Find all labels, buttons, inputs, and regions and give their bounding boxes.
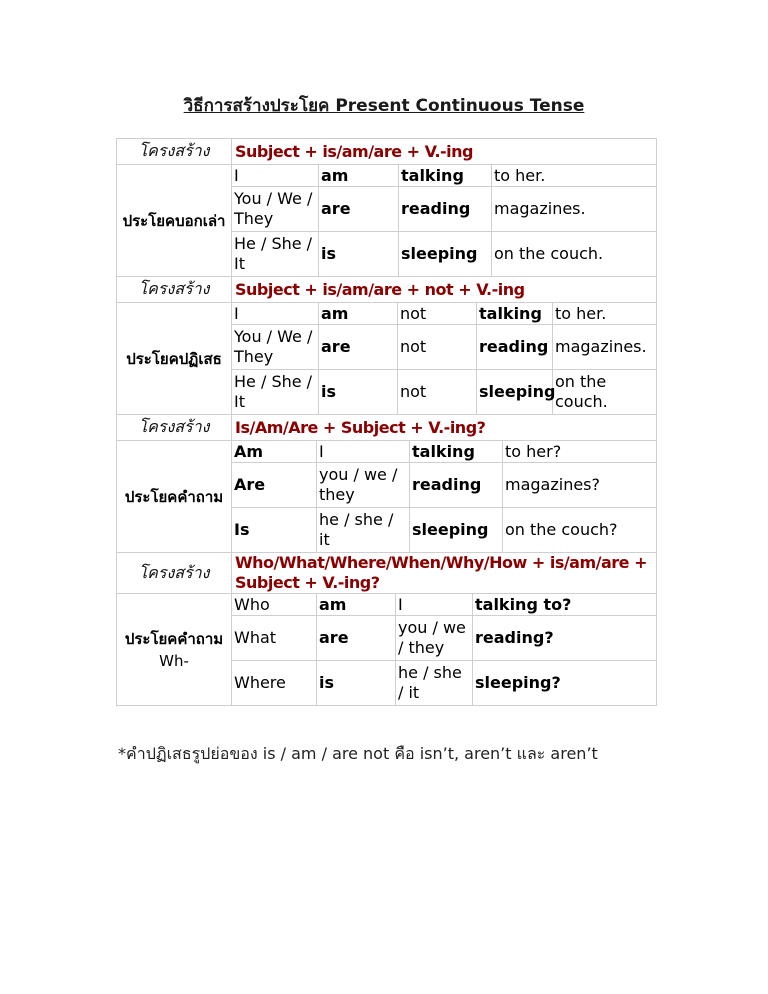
subject-cell: I [232,165,319,186]
table-row [232,616,656,661]
structure-label: โครงสร้าง [117,139,232,164]
table-row [232,661,656,705]
negative-block [116,302,657,414]
wh-word-cell: Who [232,594,317,615]
object-cell: on the couch. [555,372,608,411]
verb-ing-cell: sleeping [410,508,503,552]
object-cell: on the couch. [494,244,604,263]
verb-ing-cell: reading [477,325,553,369]
table-row [232,441,656,463]
verb-be-cell: is [319,232,399,276]
not-cell: not [398,370,477,414]
object-cell: to her? [505,441,562,461]
block-label-line: Wh- [159,651,189,670]
object-cell: magazines. [494,199,586,218]
structure-formula: Subject + is/am/are + not + V.-ing [235,279,525,299]
verb-be-cell: Is [232,508,317,552]
table-row [232,303,656,325]
block-label-negative: ประโยคปฏิเสธ [97,303,232,414]
verb-be-cell: is [317,661,396,705]
wh-word-cell: What [232,616,317,660]
verb-ing-cell [473,594,656,615]
tense-table [116,138,657,706]
verb-ing-cell: talking [410,441,503,462]
verb-be-cell: am [319,303,398,324]
table-row [232,370,656,414]
table-bottom-border [116,705,657,706]
subject-cell: I [317,441,410,462]
subject-cell: you / we / they [396,616,473,660]
verb-ing-cell: sleeping [399,232,492,276]
subject-cell: He / She / It [232,232,319,276]
verb-be-cell: are [319,325,398,369]
structure-header-wh-question [116,552,657,593]
object-cell: to her. [555,303,607,323]
verb-ing-cell: reading [410,463,503,507]
structure-header-affirmative [116,138,657,164]
verb-be-cell: Are [232,463,317,507]
subject-cell: You / We / They [232,325,319,369]
structure-formula [232,553,656,593]
structure-formula: Is/Am/Are + Subject + V.-ing? [235,417,486,437]
verb-be-cell: am [319,165,399,186]
structure-label: โครงสร้าง [117,415,232,440]
block-label-line: ประโยคคำถาม [124,629,224,648]
subject-cell: he / she / it [396,661,473,705]
page-title: วิธีการสร้างประโยค Present Continuous Tense [183,96,585,116]
subject-cell: I [232,303,319,324]
table-row [232,325,656,370]
verb-ing-cell: talking [399,165,492,186]
object-cell: magazines? [505,475,601,494]
verb-ing-cell: sleeping [477,370,553,414]
verb-ing-cell: sleeping? [475,673,561,692]
object-cell: to her. [494,165,546,185]
table-row [232,187,656,232]
table-row [232,232,656,276]
question-block [116,440,657,552]
verb-ing-cell: reading? [475,628,554,647]
formula-line: Subject + V.-ing? [235,573,380,592]
structure-formula: Subject + is/am/are + V.-ing [235,141,473,161]
not-cell: not [398,325,477,369]
verb-ing-cell: talking [477,303,553,324]
verb-be-cell: am [317,594,396,615]
verb-be-cell: Am [232,441,317,462]
verb-be-cell: are [317,616,396,660]
footnote: *คำปฏิเสธรูปย่อของ is / am / are not คือ isn’t, aren’t และ aren’t [118,744,598,763]
verb-be-cell: are [319,187,399,231]
block-label-question: ประโยคคำถาม [97,441,232,552]
subject-cell: He / She / It [232,370,319,414]
table-row [232,508,656,552]
object-cell: on the couch? [505,520,618,539]
structure-label: โครงสร้าง [117,553,232,593]
verb-ing-cell: reading [399,187,492,231]
table-row [232,594,656,616]
affirmative-block [116,164,657,276]
wh-word-cell: Where [232,661,317,705]
verb-be-cell: is [319,370,398,414]
block-label-wh-question [97,594,232,705]
subject-cell: I [396,594,473,615]
table-row [232,165,656,187]
block-label-affirmative: ประโยคบอกเล่า [97,165,232,276]
table-row [232,463,656,508]
structure-label: โครงสร้าง [117,277,232,302]
subject-cell: he / she / it [317,508,410,552]
subject-cell: You / We / They [232,187,319,231]
verb-ing-text: talking to? [475,594,572,614]
structure-header-question [116,414,657,440]
subject-cell: you / we / they [317,463,410,507]
not-cell: not [398,303,477,324]
structure-header-negative [116,276,657,302]
wh-question-block [116,593,657,705]
object-cell: magazines. [555,337,647,356]
formula-line: Who/What/Where/When/Why/How + is/am/are + [235,553,648,572]
